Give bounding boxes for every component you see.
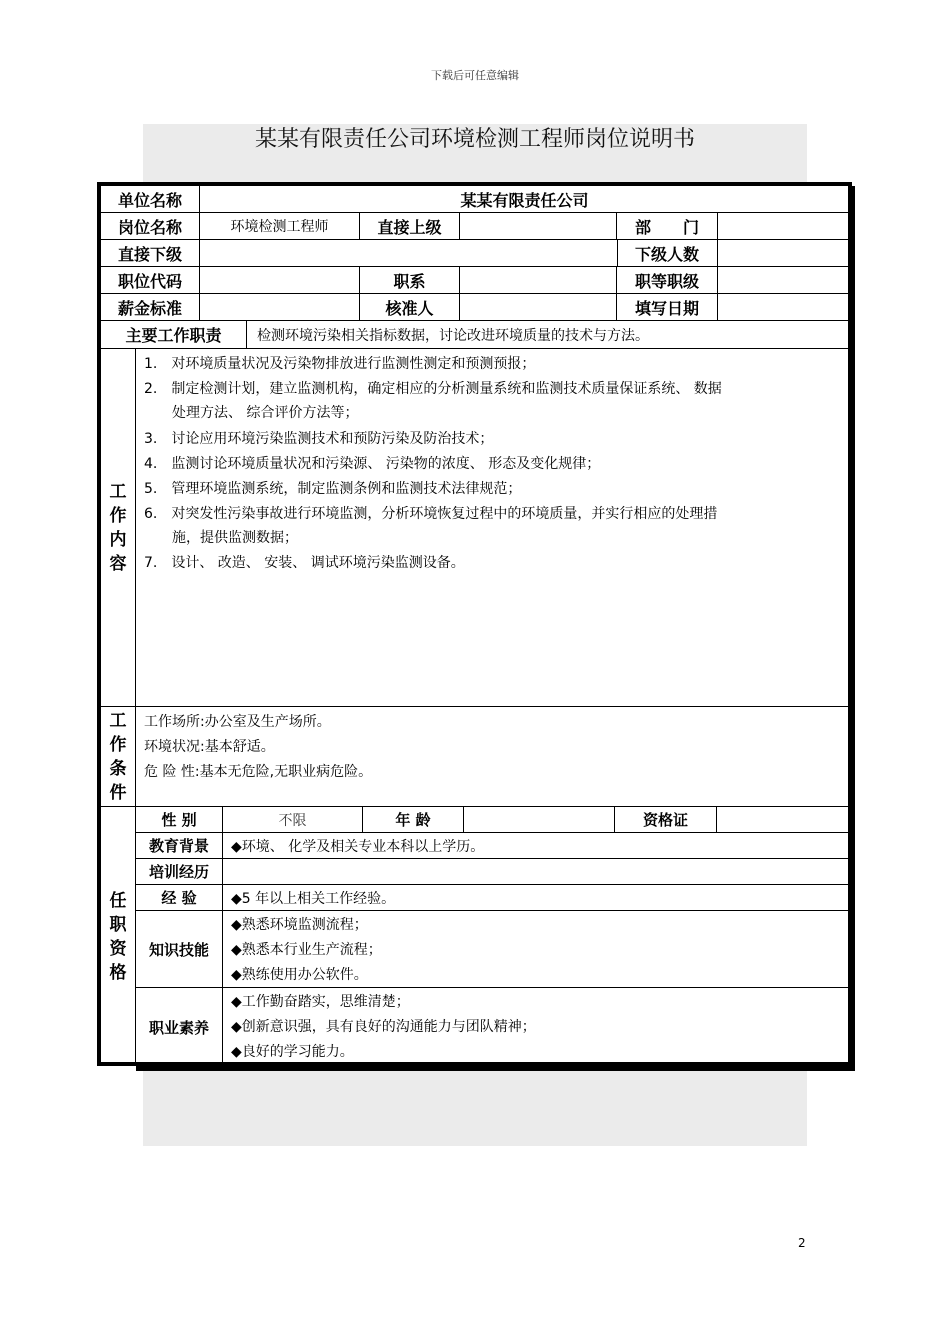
quality-line: ◆良好的学习能力。 [231,1044,354,1060]
subordinate-count-label: 下级人数 [617,240,718,267]
professional-quality-label: 职业素养 [136,988,223,1066]
knowledge-body [223,911,849,988]
job-grade-label: 职等职级 [617,267,718,294]
fill-date-value [718,294,849,321]
experience-value: ◆5 年以上相关工作经验。 [223,885,849,911]
work-conditions-char: 件 [109,782,127,803]
approver-value [460,294,617,321]
job-series-value [460,267,617,294]
knowledge-line: ◆熟悉本行业生产流程； [231,942,382,958]
document-title: 某某有限责任公司环境检测工程师岗位说明书 [254,127,695,152]
job-description-table [97,182,852,1066]
work-content-line: 1. 对环境质量状况及污染物排放进行监测性测定和预测预报； [144,356,536,372]
work-content-char: 容 [109,553,127,574]
training-label: 培训经历 [136,859,223,885]
education-value: ◆环境、 化学及相关专业本科以上学历。 [223,833,849,859]
work-content-line: 5. 管理环境监测系统，制定监测条例和监测技术法律规范； [144,481,522,497]
knowledge-line: ◆熟悉环境监测流程； [231,917,368,933]
department-label: 部 门 [617,213,718,240]
salary-label: 薪金标准 [101,294,200,321]
work-content-line: 施，提供监测数据； [144,530,298,546]
quality-line: ◆创新意识强，具有良好的沟通能力与团队精神； [231,1019,536,1035]
knowledge-label: 知识技能 [136,911,223,988]
work-conditions-char: 作 [109,734,127,755]
unit-value: 某某有限责任公司 [200,186,849,213]
gender-value: 不限 [223,807,363,833]
main-duty-label: 主要工作职责 [101,321,247,349]
page-number: 2 [798,1236,806,1250]
education-label: 教育背景 [136,833,223,859]
professional-quality-body [223,988,849,1066]
knowledge-line: ◆熟练使用办公软件。 [231,967,368,983]
work-conditions-char: 条 [109,758,127,779]
unit-label: 单位名称 [101,186,200,213]
subordinate-label: 直接下级 [101,240,200,267]
frame-shadow-right [852,186,855,1071]
fill-date-label: 填写日期 [617,294,718,321]
qualifications-char: 任 [109,890,127,911]
superior-label: 直接上级 [360,213,460,240]
position-code-value [200,267,360,294]
job-grade-value [718,267,849,294]
approver-label: 核准人 [360,294,460,321]
work-content-line: 处理方法、 综合评价方法等； [144,405,359,421]
superior-value [460,213,617,240]
certificate-label: 资格证 [615,807,717,833]
qualifications-label [101,807,136,1066]
work-conditions-line: 工作场所:办公室及生产场所。 [144,714,331,730]
work-content-label [101,349,136,707]
training-value [223,859,849,885]
age-value [464,807,615,833]
gender-label: 性 别 [136,807,223,833]
work-conditions-line: 环境状况:基本舒适。 [144,739,275,755]
age-label: 年 龄 [363,807,464,833]
work-conditions-line: 危 险 性:基本无危险,无职业病危险。 [144,764,373,780]
qualifications-char: 格 [109,962,127,983]
work-content-char: 工 [109,481,127,502]
position-value: 环境检测工程师 [200,213,360,240]
work-conditions-char: 工 [109,710,127,731]
work-conditions-label [101,707,136,807]
work-content-char: 作 [109,505,127,526]
certificate-value [717,807,849,833]
qualifications-char: 职 [109,914,127,935]
work-content-line: 3. 讨论应用环境污染监测技术和预防污染及防治技术； [144,431,494,447]
qualifications-char: 资 [109,938,127,959]
work-content-line: 6. 对突发性污染事故进行环境监测，分析环境恢复过程中的环境质量，并实行相应的处理措 [144,506,718,522]
work-content-line: 2. 制定检测计划，建立监测机构，确定相应的分析测量系统和监测技术质量保证系统、 数据 [144,381,722,397]
subordinate-value [200,240,618,267]
position-label: 岗位名称 [101,213,200,240]
subordinate-count-value [718,240,849,267]
job-series-label: 职系 [360,267,460,294]
work-content-body [136,349,849,707]
work-content-line: 4. 监测讨论环境质量状况和污染源、 污染物的浓度、 形态及变化规律； [144,456,601,472]
frame-shadow-bottom [136,1066,855,1071]
work-conditions-body [136,707,849,807]
main-duty-text: 检测环境污染相关指标数据，讨论改进环境质量的技术与方法。 [247,321,849,349]
department-value [718,213,849,240]
work-content-char: 内 [109,529,127,550]
quality-line: ◆工作勤奋踏实，思维清楚； [231,994,410,1010]
position-code-label: 职位代码 [101,267,200,294]
watermark-text: 下载后可任意编辑 [431,69,519,82]
salary-value [200,294,360,321]
experience-label: 经 验 [136,885,223,911]
work-content-line: 7. 设计、 改造、 安装、 调试环境污染监测设备。 [144,555,465,571]
